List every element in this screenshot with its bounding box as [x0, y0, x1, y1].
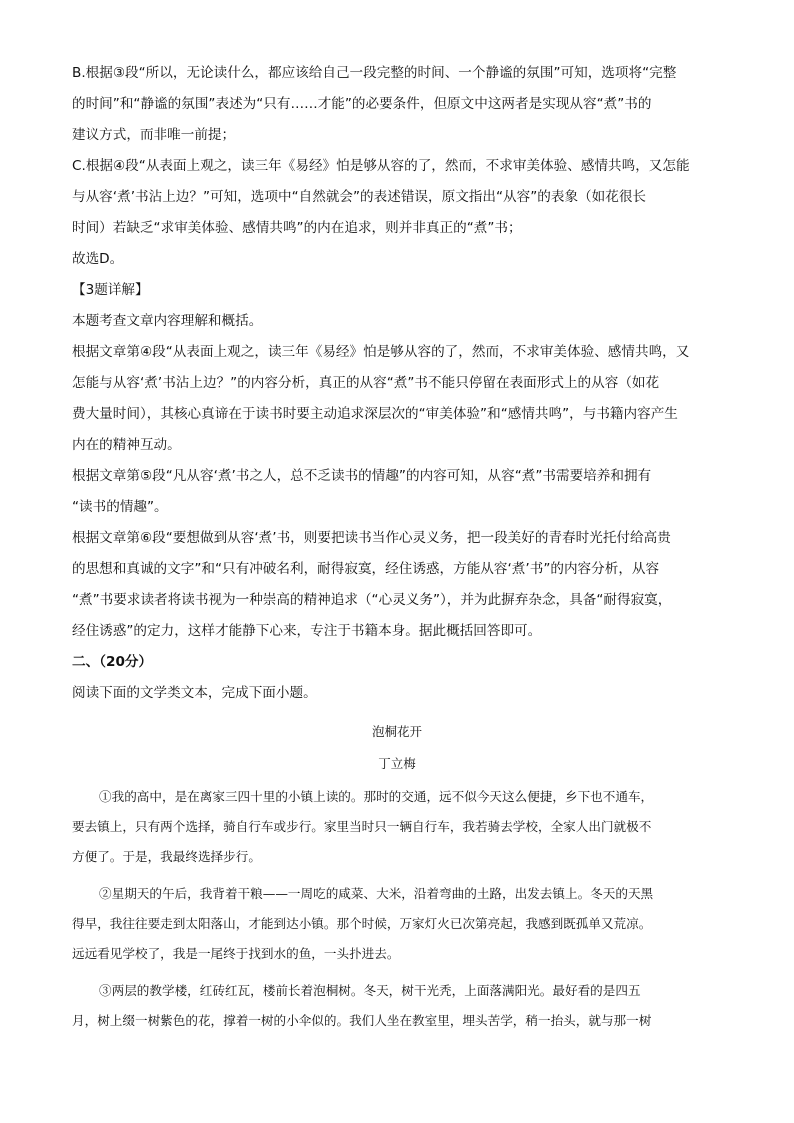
story-line: ③两层的教学楼，红砖红瓦，楼前长着泡桐树。冬天，树干光秃，上面落满阳光。最好看的是四五 — [99, 983, 641, 998]
story-line: 要去镇上，只有两个选择，骑自行车或步行。家里当时只一辆自行车，我若骑去学校，全家人出门就极不 — [72, 819, 652, 834]
story-paragraph — [72, 976, 722, 1036]
analysis-line: 怎能与从容‘煮’书沾上边？”的内容分析，真正的从容“煮”书不能只停留在表面形式上的从容（如花 — [72, 375, 660, 391]
analysis-line: 本题考查文章内容理解和概括。 — [72, 313, 263, 329]
story-title: 泡桐花开 — [371, 724, 422, 739]
story-line: 方便了。于是，我最终选择步行。 — [72, 849, 261, 864]
analysis-line: 经住诱惑”的定力，这样才能静下心来，专注于书籍本身。据此概括回答即可。 — [72, 623, 542, 639]
analysis-line: 的时间”和“静谧的氛围”表述为“只有……才能”的必要条件，但原文中这两者是实现从容“煮”书的 — [72, 96, 652, 112]
section-instruction: 阅读下面的文学类文本，完成下面小题。 — [72, 685, 317, 701]
question-detail-heading: 【3题详解】 — [72, 282, 149, 298]
analysis-line: 与从容‘煮’书沾上边？”可知，选项中“自然就会”的表述错误，原文指出“从容”的表象（如花很长 — [72, 189, 647, 205]
answer-line: 故选D。 — [72, 251, 124, 267]
analysis-line: 根据文章第⑥段“要想做到从容‘煮’书，则要把读书当作心灵义务，把一段美好的青春时光托付给高贵 — [72, 530, 671, 546]
story-line: ①我的高中，是在离家三四十里的小镇上读的。那时的交通，远不似今天这么便捷，乡下也不通车， — [99, 789, 654, 804]
story-author: 丁立梅 — [378, 756, 416, 771]
analysis-line: 的思想和真诚的文字”和“只有冲破名利，耐得寂寞，经住诱惑，方能从容‘煮’书”的内容分析，从容 — [72, 561, 660, 577]
analysis-line: B.根据③段“所以，无论读什么，都应该给自己一段完整的时间、一个静谧的氛围”可知，选项将“完整 — [72, 65, 677, 81]
analysis-line: 根据文章第④段“从表面上观之，读三年《易经》怕是够从容的了，然而，不求审美体验、感情共鸣，又 — [72, 344, 690, 360]
story-paragraph — [72, 879, 722, 969]
analysis-block — [72, 58, 722, 647]
analysis-line: 时间）若缺乏“求审美体验、感情共鸣”的内在追求，则并非真正的“煮”书； — [72, 220, 522, 236]
story-line: 得早，我往往要走到太阳落山，才能到达小镇。那个时候，万家灯火已次第亮起，我感到既孤单又荒凉。 — [72, 916, 652, 931]
analysis-line: 根据文章第⑤段“凡从容‘煮’书之人，总不乏读书的情趣”的内容可知，从容“煮”书需要培养和拥有 — [72, 468, 652, 484]
analysis-line: C.根据④段“从表面上观之，读三年《易经》怕是够从容的了，然而，不求审美体验、感情共鸣，又怎能 — [72, 158, 690, 174]
story-line: 远远看见学校了，我是一尾终于找到水的鱼，一头扑进去。 — [72, 946, 400, 961]
analysis-line: “煮”书要求读者将读书视为一种崇高的精神追求（“心灵义务”），并为此摒弃杂念，具备“耐得寂寞， — [72, 592, 672, 608]
analysis-line: 建议方式，而非唯一前提； — [72, 127, 236, 143]
analysis-line: 费大量时间），其核心真谛在于读书时要主动追求深层次的“审美体验”和“感情共鸣”，与书籍内容产生 — [72, 406, 678, 422]
analysis-line: 内在的精神互动。 — [72, 437, 181, 453]
story-line: ②星期天的午后，我背着干粮——一周吃的咸菜、大米，沿着弯曲的土路，出发去镇上。冬天的天黑 — [99, 886, 654, 901]
document-page — [72, 58, 722, 1036]
story-line: 月，树上缀一树紫色的花，撑着一树的小伞似的。我们人坐在教室里，埋头苦学，稍一抬头，就与那一树 — [72, 1013, 652, 1028]
analysis-line: “读书的情趣”。 — [72, 499, 168, 515]
story-paragraph — [72, 782, 722, 872]
section-heading: 二、（20分） — [72, 654, 153, 670]
